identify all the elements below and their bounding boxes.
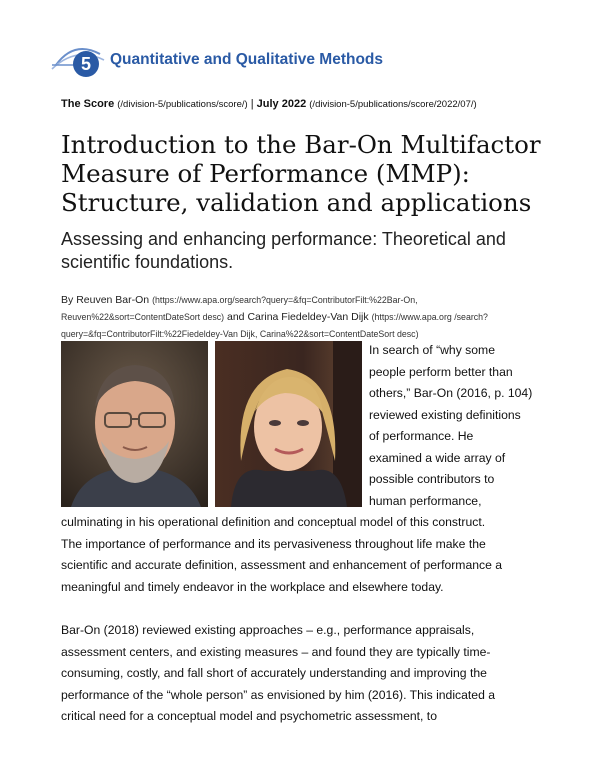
text-line: possible contributors to [369,472,495,486]
breadcrumb-section-url: (/division-5/publications/score/) [117,99,248,110]
division-5-logo-icon [50,38,112,78]
body-paragraph-1 [61,512,546,598]
text-line: performance of the “whole person” as envisioned by him (2016). This indicated a [61,687,496,702]
page-subtitle: Assessing and enhancing performance: Theoretical and scientific foundations. [61,229,506,272]
svg-text:5: 5 [80,54,92,74]
division-logo[interactable] [50,38,390,78]
byline [61,292,551,343]
breadcrumb-section-link[interactable]: The Score [61,98,115,110]
text-line: people perform better than [369,364,513,379]
division-name: Quantitative and Qualitative Methods [110,51,384,68]
author-url-2: (https://www.apa.org /search?query=&fq=ContributorFilt:%22Fiedeldey-Van Dijk, Carina%22&sort=ContentDateSort desc) [61,312,488,339]
byline-and: and [227,311,245,323]
author-photo-carina [215,341,362,507]
text-line: In search of “why some [369,343,495,357]
text-line: meaningful and timely endeavor in the workplace and elsewhere today. [61,579,444,594]
text-line: reviewed existing definitions [369,407,521,422]
author-url-1: (https://www.apa.org/search?query=&fq=ContributorFilt:%22Bar-On, Reuven%22&sort=ContentDateSort desc) [61,295,418,322]
text-line: assessment centers, and existing measures – and found they are typically time- [61,644,491,659]
text-line: human performance, [369,493,482,508]
text-line: of performance. He [369,429,474,443]
intro-text-wrap [369,340,559,512]
text-line: Bar-On (2018) reviewed existing approaches – e.g., performance appraisals, [61,623,475,637]
page-title: Introduction to the Bar-On Multifactor Measure of Performance (MMP): Structure, validation and applications [61,130,541,217]
byline-by: By [61,294,74,306]
author-link-1[interactable]: Reuven Bar-On [76,294,150,306]
text-line: culminating in his operational definition and conceptual model of this construct. [61,515,486,529]
body-paragraph-2 [61,620,546,728]
breadcrumb-issue-url: (/division-5/publications/score/2022/07/) [309,99,477,110]
breadcrumb-issue-link[interactable]: July 2022 [256,98,307,110]
text-line: scientific and accurate definition, assessment and enhancement of performance a [61,558,503,572]
author-link-2[interactable]: Carina Fiedeldey-Van Dijk [247,311,369,323]
breadcrumb [61,98,477,110]
text-line: The importance of performance and its pervasiveness throughout life make the [61,536,486,551]
text-line: examined a wide array of [369,450,506,465]
author-photo-reuven [61,341,208,507]
breadcrumb-separator: | [250,98,254,110]
text-line: critical need for a conceptual model and psychometric assessment, to [61,709,437,723]
text-line: others,” Bar-On (2016, p. 104) [369,386,533,400]
text-line: consuming, costly, and fall short of accurately understanding and improving the [61,666,487,680]
